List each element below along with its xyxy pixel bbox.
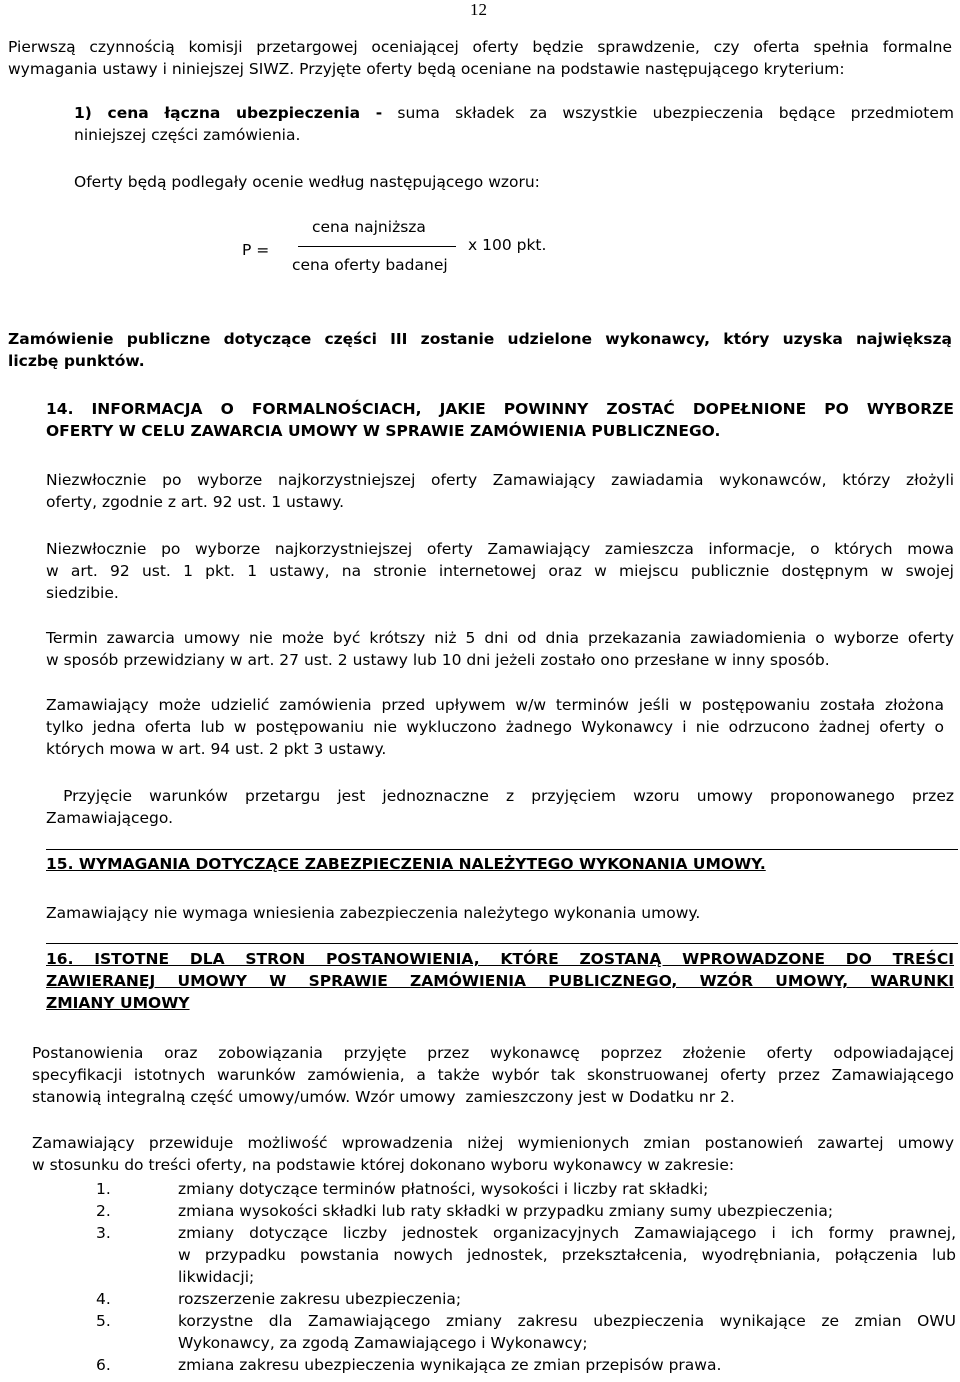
text-line: wymagania ustawy i niniejszej SIWZ. Przyjęte oferty będą oceniane na podstawie następującego kryterium: [8, 60, 845, 78]
award-paragraph [8, 328, 952, 372]
list-item [96, 1310, 956, 1354]
heading-line: ZMIANY UMOWY [46, 994, 190, 1012]
section-14-paragraph-3 [46, 627, 954, 671]
text-line: stanowią integralną część umowy/umów. Wzór umowy zamieszczony jest w Dodatku nr 2. [32, 1088, 735, 1106]
section-divider [46, 849, 958, 850]
formula-lhs: P = [242, 241, 270, 259]
text-line: Postanowienia oraz zobowiązania przyjęte przez wykonawcę poprzez złożenie oferty odpowiadającej [32, 1044, 954, 1062]
list-item-text: korzystne dla Zamawiającego zmiany zakresu ubezpieczenia wynikające ze zmian OWU [178, 1312, 956, 1330]
section-14-paragraph-4 [46, 694, 944, 760]
text-line: liczbę punktów. [8, 352, 145, 370]
criterion-text: suma składek za wszystkie ubezpieczenia będące przedmiotem [382, 104, 954, 122]
list-item-text: zmiany dotyczące liczby jednostek organizacyjnych Zamawiającego i ich formy prawnej, [178, 1224, 956, 1242]
text-line: w art. 92 ust. 1 pkt. 1 ustawy, na stronie internetowej oraz w miejscu publicznie dostępnym w swojej [46, 562, 954, 580]
text-line: Zamawiający może udzielić zamówienia przed upływem w/w terminów jeśli w postępowaniu została złożona [46, 696, 944, 714]
fraction-bar [298, 246, 456, 247]
text-line: Oferty będą podlegały ocenie według następującego wzoru: [74, 173, 540, 191]
text-line: specyfikacji istotnych warunków zamówienia, a także wybór tak skonstruowanej oferty przez Zamawiającego [32, 1066, 954, 1084]
list-item-number: 6. [96, 1356, 111, 1374]
text-line: Niezwłocznie po wyborze najkorzystniejszej oferty Zamawiający zamieszcza informacje, o których mowa [46, 540, 954, 558]
list-item-number: 2. [96, 1202, 111, 1220]
section-16-heading [46, 948, 954, 1014]
list-item-text: rozszerzenie zakresu ubezpieczenia; [178, 1290, 462, 1308]
section-14-paragraph-1 [46, 469, 954, 513]
heading-line: 15. WYMAGANIA DOTYCZĄCE ZABEZPIECZENIA NALEŻYTEGO WYKONANIA UMOWY. [46, 855, 766, 873]
text-line: tylko jedna oferta lub w postępowaniu nie wykluczono żadnego Wykonawcy i nie odrzucono żadnej oferty o [46, 718, 944, 736]
list-item-number: 1. [96, 1180, 111, 1198]
list-item [96, 1222, 956, 1288]
text-line: których mowa w art. 94 ust. 2 pkt 3 ustawy. [46, 740, 387, 758]
formula-numerator: cena najniższa [312, 218, 426, 236]
page-number: 12 [470, 0, 487, 19]
criterion-line-2: niniejszej części zamówienia. [74, 126, 301, 144]
section-16-paragraph-2 [32, 1132, 954, 1176]
list-item-number: 3. [96, 1224, 111, 1242]
heading-line: 14. INFORMACJA O FORMALNOŚCIACH, JAKIE POWINNY ZOSTAĆ DOPEŁNIONE PO WYBORZE [46, 400, 954, 418]
list-item [96, 1200, 956, 1222]
text-line: Zamawiającego. [46, 809, 174, 827]
list-item [96, 1354, 956, 1376]
criterion-label: 1) cena łączna ubezpieczenia - [74, 104, 383, 122]
scoring-formula [242, 214, 602, 278]
heading-line: 16. ISTOTNE DLA STRON POSTANOWIENIA, KTÓRE ZOSTANĄ WPROWADZONE DO TREŚCI [46, 950, 954, 968]
list-item-text: zmiany dotyczące terminów płatności, wysokości i liczby rat składki; [178, 1180, 709, 1198]
text-line: Termin zawarcia umowy nie może być krótszy niż 5 dni od dnia przekazania zawiadomienia o wyborze oferty [46, 629, 954, 647]
heading-line: ZAWIERANEJ UMOWY W SPRAWIE ZAMÓWIENIA PUBLICZNEGO, WZÓR UMOWY, WARUNKI [46, 972, 954, 990]
text-line: siedzibie. [46, 584, 119, 602]
list-item-number: 4. [96, 1290, 111, 1308]
text-line: Zamawiający nie wymaga wniesienia zabezpieczenia należytego wykonania umowy. [46, 904, 701, 922]
text-line: Przyjęcie warunków przetargu jest jednoznaczne z przyjęciem wzoru umowy proponowanego przez [46, 787, 954, 805]
heading-line: OFERTY W CELU ZAWARCIA UMOWY W SPRAWIE ZAMÓWIENIA PUBLICZNEGO. [46, 422, 721, 440]
list-item [96, 1178, 956, 1200]
text-line: w stosunku do treści oferty, na podstawie której dokonano wyboru wykonawcy w zakresie: [32, 1156, 735, 1174]
list-item [96, 1288, 956, 1310]
section-15-paragraph [46, 902, 954, 924]
list-item-text: w przypadku powstania nowych jednostek, przekształcenia, wyodrębniania, połączenia lub [178, 1246, 956, 1264]
section-15-heading [46, 853, 954, 875]
section-14-heading [46, 398, 954, 442]
criterion-line-1 [74, 102, 954, 124]
text-line: Niezwłocznie po wyborze najkorzystniejszej oferty Zamawiający zawiadamia wykonawców, którzy złożyli [46, 471, 954, 489]
section-14-paragraph-2 [46, 538, 954, 604]
intro-paragraph [8, 36, 952, 80]
text-line: Zamówienie publiczne dotyczące części III zostanie udzielone wykonawcy, który uzyska największą [8, 330, 952, 348]
list-item-text: zmiana wysokości składki lub raty składki w przypadku zmiany sumy ubezpieczenia; [178, 1202, 834, 1220]
list-item-number: 5. [96, 1312, 111, 1330]
text-line: Pierwszą czynnością komisji przetargowej oceniającej oferty będzie sprawdzenie, czy oferta spełnia formalne [8, 38, 952, 56]
formula-multiplier: x 100 pkt. [468, 236, 547, 254]
list-item-text: zmiana zakresu ubezpieczenia wynikająca ze zmian przepisów prawa. [178, 1356, 722, 1374]
formula-intro [74, 171, 774, 193]
section-divider [46, 943, 958, 944]
formula-denominator: cena oferty badanej [292, 256, 448, 274]
section-14-paragraph-5 [46, 785, 954, 829]
text-line: oferty, zgodnie z art. 92 ust. 1 ustawy. [46, 493, 345, 511]
list-item-text: Wykonawcy, za zgodą Zamawiającego i Wykonawcy; [178, 1334, 588, 1352]
text-line: Zamawiający przewiduje możliwość wprowadzenia niżej wymienionych zmian postanowień zawartej umowy [32, 1134, 954, 1152]
text-line: w sposób przewidziany w art. 27 ust. 2 ustawy lub 10 dni jeżeli zostało ono przesłane w inny sposób. [46, 651, 830, 669]
criterion-paragraph [74, 102, 954, 146]
amendments-list [96, 1178, 956, 1376]
list-item-text: likwidacji; [178, 1268, 255, 1286]
section-16-paragraph-1 [32, 1042, 954, 1108]
